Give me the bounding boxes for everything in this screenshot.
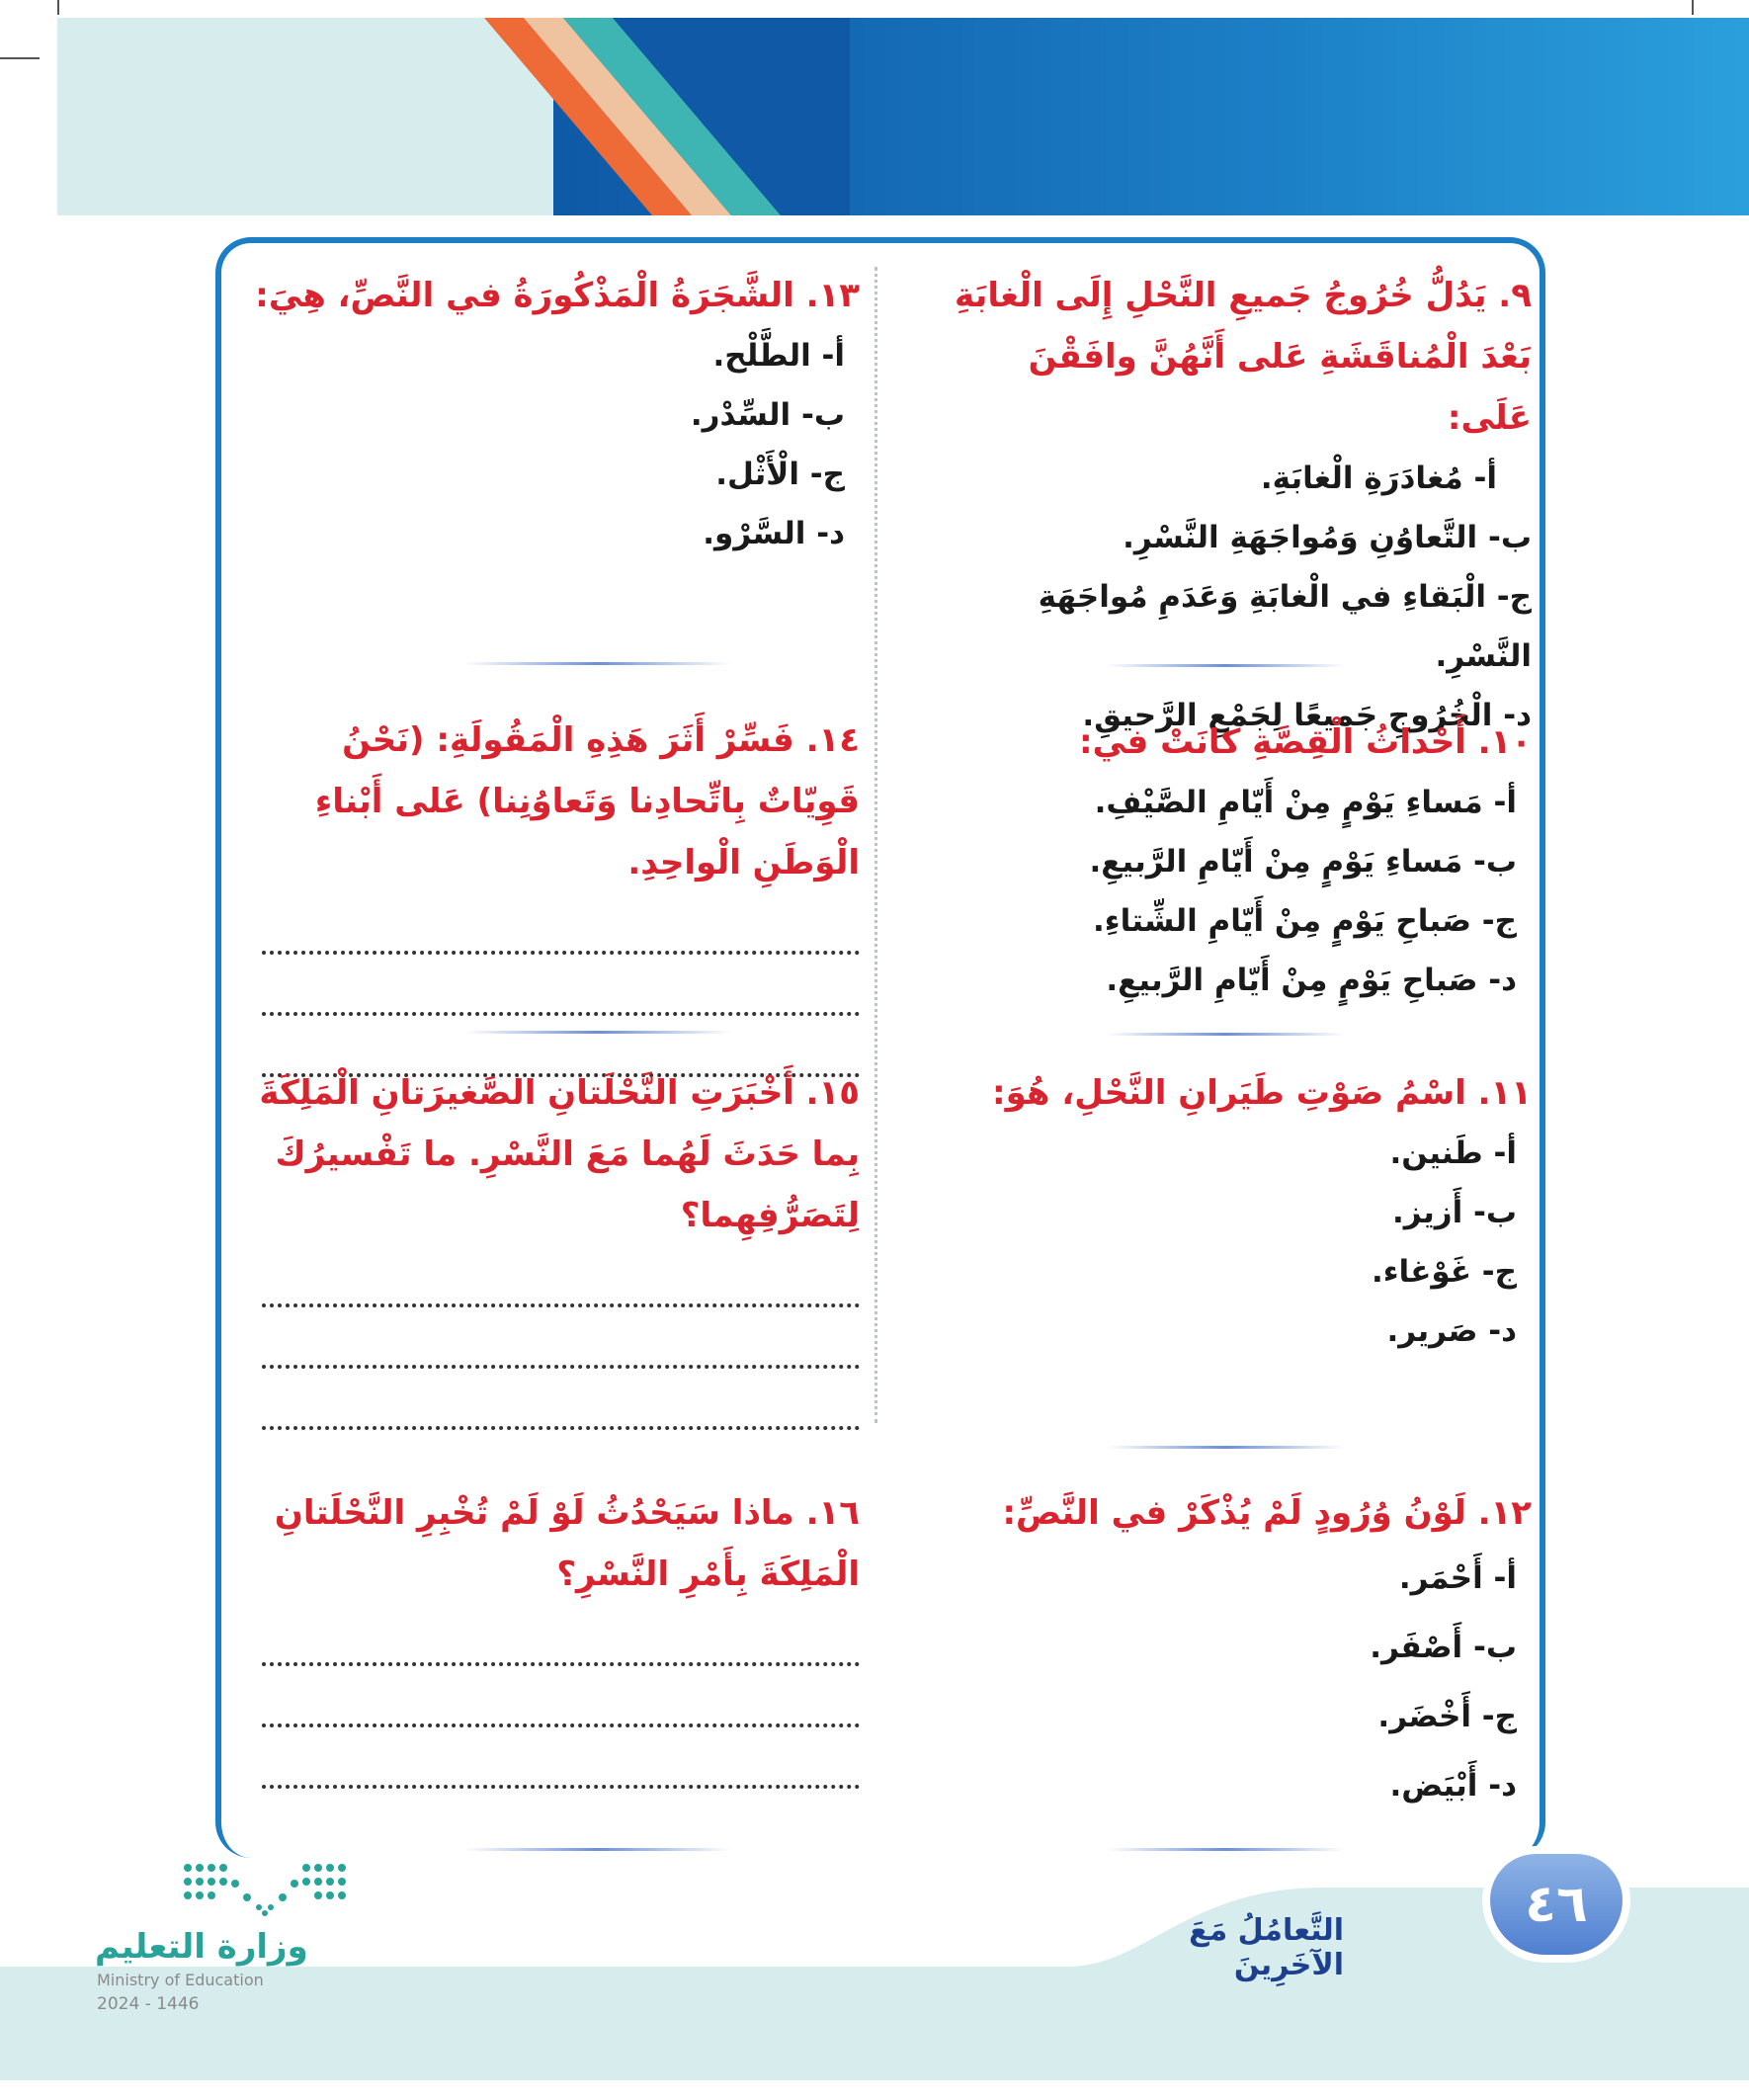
question-16	[247, 1482, 860, 1789]
crop-mark	[0, 57, 40, 59]
question-title: ١٦. ماذا سَيَحْدُثُ لَوْ لَمْ تُخْبِرِ النَّحْلَتانِ الْمَلِكَةَ بِأَمْرِ النَّسْرِ؟	[274, 1493, 860, 1594]
option: ج- صَباحِ يَوْمٍ مِنْ أَيّامِ الشِّتاءِ.	[1092, 903, 1517, 939]
question-15	[247, 1062, 860, 1430]
answer-line[interactable]	[262, 1369, 860, 1430]
option: ج- الْأَثْل.	[715, 457, 845, 492]
answer-line[interactable]	[262, 1605, 860, 1666]
option: أ- الطَّلْح.	[712, 338, 845, 374]
option: د- السَّرْو.	[703, 516, 845, 551]
separator	[464, 662, 731, 665]
option: ب- أَزيز.	[1392, 1195, 1517, 1230]
answer-line[interactable]	[262, 1246, 860, 1307]
option: ج- الْبَقاءِ في الْغابَةِ وَعَدَمِ مُواجَهَةِ النَّسْرِ.	[1038, 579, 1532, 674]
question-11	[949, 1062, 1532, 1361]
option: د- الْخُرُوجِ جَميعًا لِجَمْعِ الرَّحيقِ.	[1082, 698, 1532, 733]
option: ج- غَوْغاء.	[1371, 1254, 1517, 1290]
separator	[1107, 1848, 1344, 1851]
option: د- صَرير.	[1386, 1313, 1517, 1349]
separator	[1107, 664, 1344, 667]
question-title: ١٢. لَوْنُ وُرُودٍ لَمْ يُذْكَرْ في النَّصِّ:	[1002, 1493, 1532, 1533]
option: أ- أَحْمَر.	[1398, 1560, 1517, 1596]
ministry-name-en: Ministry of Education	[97, 1971, 264, 1989]
crop-mark	[57, 0, 59, 15]
ministry-logo-icon	[178, 1858, 356, 1917]
option: د- أَبْيَض.	[1389, 1768, 1517, 1804]
option: أ- مُغادَرَةِ الْغابَةِ.	[1260, 461, 1497, 496]
option: أ- مَساءِ يَوْمٍ مِنْ أَيّامِ الصَّيْفِ.	[1094, 785, 1517, 820]
unit-title: التَّعامُلُ مَعَ الآخَرِينَ	[1189, 1913, 1344, 1982]
question-title: ١١. اسْمُ صَوْتِ طَيَرانِ النَّحْلِ، هُوَ:	[992, 1073, 1532, 1113]
question-title: ١٤. فَسِّرْ أَثَرَ هَذِهِ الْمَقُولَةِ: (نَحْنُ قَوِيّاتٌ بِاتِّحادِنا وَتَعاوُنِنا) عَلى أَبْناءِ الْوَطَنِ الْواحِدِ.	[314, 720, 860, 882]
question-14	[247, 710, 860, 1077]
option: ب- السِّدْر.	[690, 397, 845, 433]
option: أ- طَنين.	[1389, 1135, 1517, 1171]
answer-line[interactable]	[262, 1666, 860, 1727]
crop-mark	[1692, 0, 1694, 15]
separator	[464, 1031, 731, 1034]
header-stripes	[435, 18, 850, 215]
question-title: ١٥. أَخْبَرَتِ النَّحْلَتانِ الصَّغيرَتانِ الْمَلِكَةَ بِما حَدَثَ لَهُما مَعَ النَّسْرِ. ما تَفْسيرُكَ لِتَصَرُّفِهِما؟	[259, 1073, 860, 1235]
column-divider	[874, 267, 877, 1423]
answer-line[interactable]	[262, 893, 860, 955]
option: د- صَباحِ يَوْمٍ مِنْ أَيّامِ الرَّبيعِ.	[1106, 963, 1517, 998]
question-title: ٩. يَدُلُّ خُرُوجُ جَميعِ النَّحْلِ إِلَى الْغابَةِ بَعْدَ الْمُناقَشَةِ عَلى أَنَّهُنَّ وافَقْنَ عَلَى:	[954, 276, 1532, 438]
option: ج- أَخْضَر.	[1377, 1699, 1517, 1734]
question-10	[949, 712, 1532, 1010]
separator	[1107, 1446, 1344, 1449]
separator	[1107, 1033, 1344, 1036]
option: ب- التَّعاوُنِ وَمُواجَهَةِ النَّسْرِ.	[1123, 520, 1532, 555]
question-13	[247, 265, 860, 563]
question-12	[949, 1482, 1532, 1820]
ministry-name-ar: وزارة التعليم	[95, 1927, 308, 1967]
question-9	[949, 265, 1532, 745]
answer-line[interactable]	[262, 1727, 860, 1789]
answer-line[interactable]	[262, 955, 860, 1016]
option: ب- مَساءِ يَوْمٍ مِنْ أَيّامِ الرَّبيعِ.	[1089, 844, 1517, 880]
option: ب- أَصْفَر.	[1370, 1630, 1517, 1665]
edition-year: 2024 - 1446	[97, 1994, 200, 2014]
answer-line[interactable]	[262, 1307, 860, 1369]
question-title: ١٠. أَحْداثُ الْقِصَّةِ كانَتْ في:	[1079, 722, 1532, 762]
page-number: ٤٦	[1482, 1846, 1630, 1963]
question-title: ١٣. الشَّجَرَةُ الْمَذْكُورَةُ في النَّصِّ، هِيَ:	[255, 276, 860, 315]
separator	[464, 1848, 731, 1851]
